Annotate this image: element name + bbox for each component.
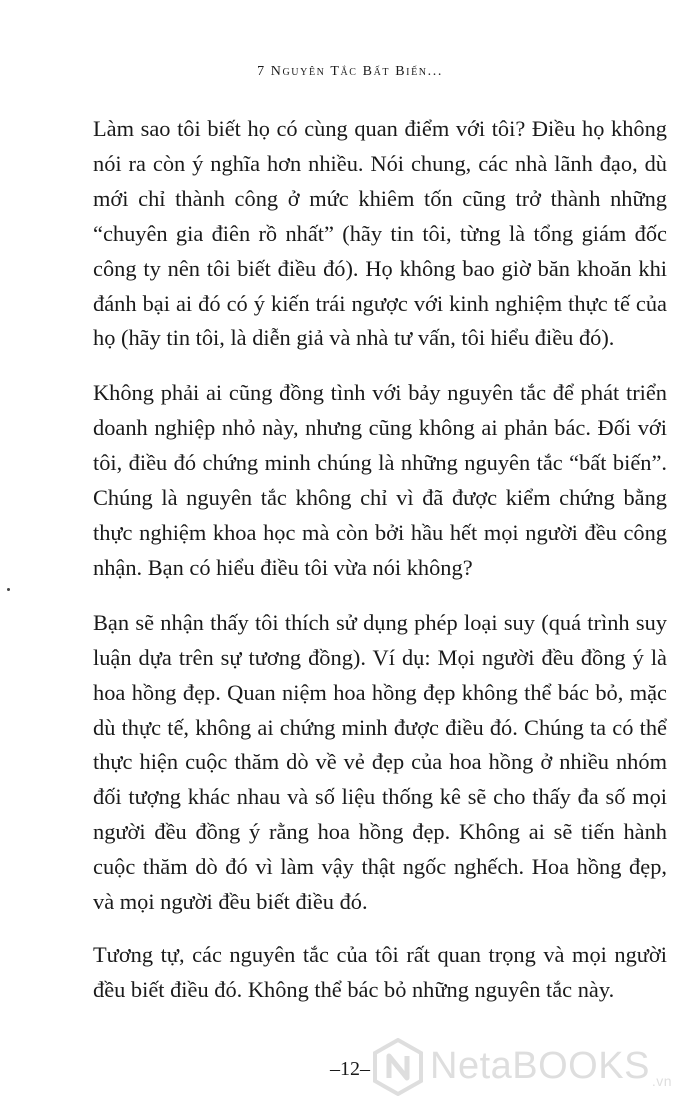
watermark-tld: .vn [651,1073,673,1090]
paragraph: Bạn sẽ nhận thấy tôi thích sử dụng phép loại suy (quá trình suy luận dựa trên sự tương đồng). Ví dụ: Mọi người đều đồng ý là hoa hồng đẹp. Quan niệm hoa hồng đẹp không thể bác bỏ, mặc dù thực tế, không ai chứng minh được điều đó. Chúng ta có thể thực hiện cuộc thăm dò về vẻ đẹp của hoa hồng ở nhiều nhóm đối tượng khác nhau và số liệu thống kê sẽ cho thấy đa số mọi người đều đồng ý rằng hoa hồng đẹp. Không ai sẽ tiến hành cuộc thăm dò đó vì làm vậy thật ngốc nghếch. Hoa hồng đẹp, và mọi người đều biết điều đó. [93,609,667,915]
page-body [93,112,667,1030]
watermark [372,1037,692,1097]
margin-speck [7,588,10,591]
watermark-brand: NetaBOOKS [430,1044,650,1087]
running-header: 7 Nguyên Tắc Bất Biến... [257,64,443,79]
n-hexagon-logo-icon [372,1038,424,1096]
paragraph: Tương tự, các nguyên tắc của tôi rất quan trọng và mọi người đều biết điều đó. Không thể bác bỏ những nguyên tắc này. [93,941,667,1002]
paragraph: Không phải ai cũng đồng tình với bảy nguyên tắc để phát triển doanh nghiệp nhỏ này, nhưng cũng không ai phản bác. Đối với tôi, điều đó chứng minh chúng là những nguyên tắc “bất biến”. Chúng là nguyên tắc không chỉ vì đã được kiểm chứng bằng thực nghiệm khoa học mà còn bởi hầu hết mọi người đều công nhận. Bạn có hiểu điều tôi vừa nói không? [93,380,667,580]
watermark-text [430,1045,672,1090]
page-number: –12– [330,1058,370,1080]
paragraph: Làm sao tôi biết họ có cùng quan điểm với tôi? Điều họ không nói ra còn ý nghĩa hơn nhiều. Nói chung, các nhà lãnh đạo, dù mới chỉ thành công ở mức khiêm tốn cũng trở thành những “chuyên gia điên rồ nhất” (hãy tin tôi, từng là tổng giám đốc công ty nên tôi biết điều đó). Họ không bao giờ băn khoăn khi đánh bại ai đó có ý kiến trái ngược với kinh nghiệm thực tế của họ (hãy tin tôi, là diễn giả và nhà tư vấn, tôi hiểu điều đó). [93,116,667,351]
